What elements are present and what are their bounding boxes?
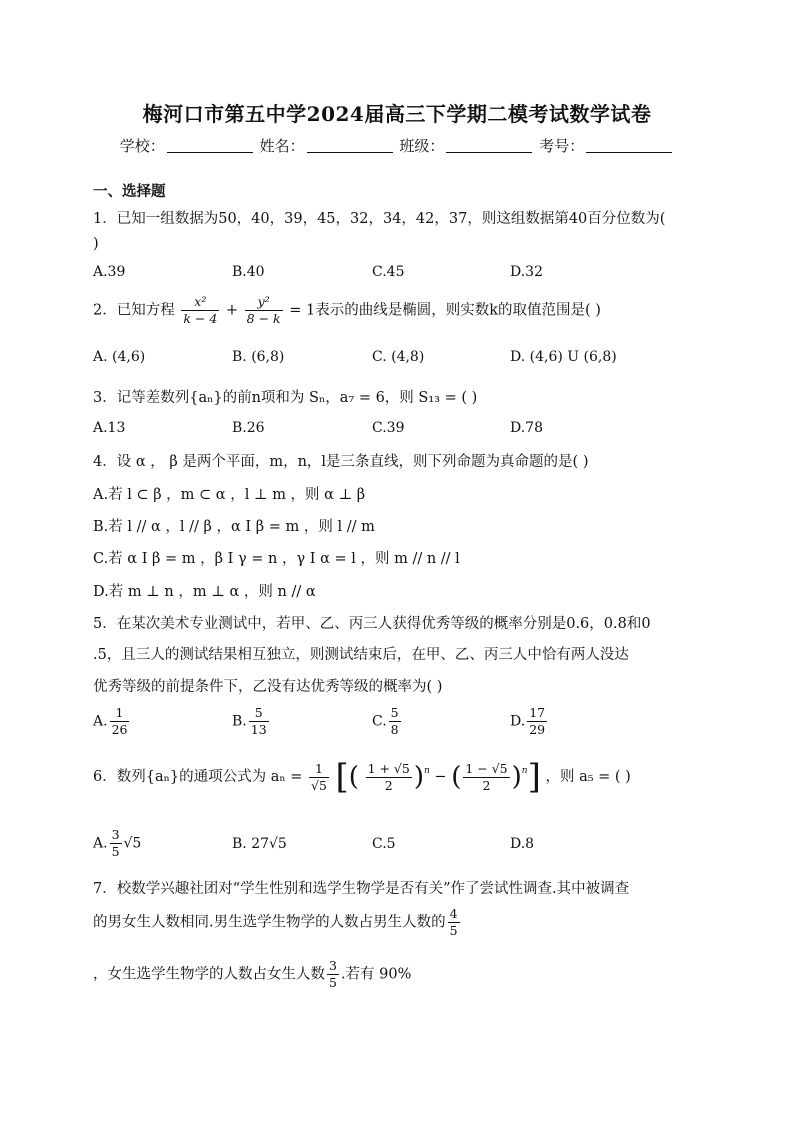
- name-label: 姓名：: [259, 137, 305, 155]
- q6-prefix: 6．数列{aₙ}的通项公式为 aₙ =: [93, 769, 303, 785]
- school-blank[interactable]: [167, 138, 253, 153]
- q6-option-a[interactable]: A. $\frac{3}{5}$ √5: [93, 827, 142, 859]
- q5-option-a[interactable]: A. $\frac{1}{26}$: [93, 705, 128, 737]
- class-blank[interactable]: [446, 138, 532, 153]
- q6-term-2: $\frac{1 - √5}{2}$: [465, 760, 508, 793]
- q6-option-c[interactable]: C.5: [372, 836, 396, 852]
- q4-option-b[interactable]: B.若 l // α ，l // β ，α I β = m ，则 l // m: [93, 519, 375, 535]
- q6-option-b[interactable]: B. 27√5: [232, 836, 287, 852]
- q1-option-b[interactable]: B.40: [232, 264, 265, 280]
- q2-fraction-x: $\frac{\text{x²}}{k - 4}$: [183, 294, 218, 326]
- q1-option-c[interactable]: C.45: [372, 264, 405, 280]
- q2-plus: +: [225, 302, 239, 319]
- question-6-text: 6．数列{aₙ}的通项公式为 aₙ = $\frac{1}{√5}$ [( $\frac{1 + √5}{2}$ )$^n$ − ( $\frac{1 - √5}{2}$ )$^n$] ，则 a₅ = ( ): [93, 757, 631, 797]
- q5-option-d[interactable]: D. $\frac{17}{29}$: [510, 705, 546, 737]
- q7-fraction-female: $\frac{3}{5}$: [329, 958, 337, 990]
- q3-option-b[interactable]: B.26: [232, 420, 265, 436]
- question-5-line-2: .5，且三人的测试结果相互独立，则测试结束后，在甲、乙、丙三人中恰有两人没达: [93, 647, 629, 663]
- number-label: 考号：: [539, 137, 585, 155]
- q2-fraction-y: $\frac{\text{y²}}{8 - k}$: [246, 294, 281, 326]
- q4-option-a[interactable]: A.若 l ⊂ β ，m ⊂ α ，l ⊥ m ，则 α ⊥ β: [93, 487, 366, 503]
- q1-option-a[interactable]: A.39: [93, 264, 126, 280]
- question-5-line-1: 5．在某次美术专业测试中，若甲、乙、丙三人获得优秀等级的概率分别是0.6，0.8和0: [93, 616, 651, 632]
- section-heading: 一、选择题: [93, 183, 166, 200]
- question-2-text: [93, 294, 601, 327]
- q4-option-d[interactable]: D.若 m ⊥ n ，m ⊥ α ，则 n // α: [93, 584, 316, 600]
- question-7-line-3: ，女生选学生物学的人数占女生人数 $\frac{3}{5}$ .若有 90%: [93, 958, 412, 990]
- q3-option-d[interactable]: D.78: [510, 420, 543, 436]
- q3-option-c[interactable]: C.39: [372, 420, 405, 436]
- q6-option-d[interactable]: D.8: [510, 836, 535, 852]
- student-info-row: [0, 135, 794, 156]
- q2-prefix: 2．已知方程: [93, 302, 175, 319]
- q6-term-1: $\frac{1 + √5}{2}$: [367, 760, 410, 793]
- q2-option-d[interactable]: D. (4,6) U (6,8): [510, 349, 617, 365]
- question-4-text: 4．设 α ， β 是两个平面，m，n，l是三条直线，则下列命题为真命题的是( ): [93, 454, 589, 470]
- q2-option-c[interactable]: C. (4,8): [372, 349, 425, 365]
- q2-option-a[interactable]: A. (4,6): [93, 349, 146, 365]
- q6-suffix: ，则 a₅ = ( ): [545, 769, 631, 785]
- question-5-line-3: 优秀等级的前提条件下，乙没有达优秀等级的概率为( ): [93, 679, 443, 695]
- class-label: 班级：: [399, 137, 445, 155]
- q1-option-d[interactable]: D.32: [510, 264, 543, 280]
- q3-option-a[interactable]: A.13: [93, 420, 126, 436]
- school-label: 学校：: [119, 137, 165, 155]
- q5-option-c[interactable]: C. $\frac{5}{8}$: [372, 705, 399, 737]
- q2-option-b[interactable]: B. (6,8): [232, 349, 285, 365]
- question-7-line-1: 7．校数学兴趣社团对“学生性别和选学生物学是否有关”作了尝试性调查.其中被调查: [93, 881, 630, 897]
- q5-option-b[interactable]: B. $\frac{5}{13}$: [232, 705, 267, 737]
- exam-title: 梅河口市第五中学2024届高三下学期二模考试数学试卷: [142, 102, 652, 126]
- question-1-cont: ): [93, 236, 99, 252]
- question-1-text: 1．已知一组数据为50，40，39，45，32，34，42，37，则这组数据第40百分位数为(: [93, 211, 666, 227]
- q6-coefficient: $\frac{1}{√5}$: [311, 760, 327, 793]
- q4-option-c[interactable]: C.若 α I β = m ，β I γ = n ，γ I α = l ，则 m // n // l: [93, 551, 460, 567]
- number-blank[interactable]: [586, 138, 672, 153]
- q7-fraction-male: $\frac{4}{5}$: [449, 906, 458, 938]
- name-blank[interactable]: [307, 138, 393, 153]
- q2-suffix: = 1表示的曲线是椭圆，则实数k的取值范围是( ): [289, 302, 601, 319]
- question-3-text: 3．记等差数列{aₙ}的前n项和为 Sₙ，a₇ = 6，则 S₁₃ = ( ): [93, 390, 478, 406]
- question-7-line-2: 的男女生人数相同.男生选学生物学的人数占男生人数的 $\frac{4}{5}$: [93, 906, 458, 938]
